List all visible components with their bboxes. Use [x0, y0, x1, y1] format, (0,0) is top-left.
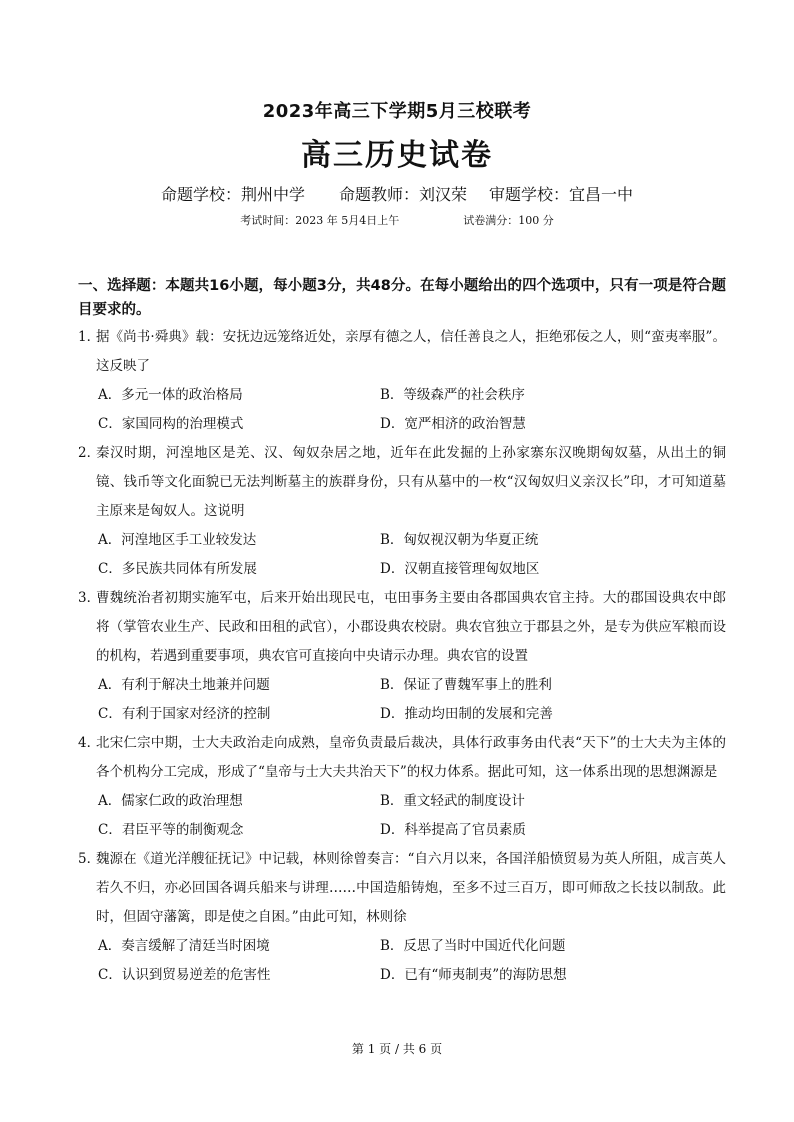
option-text: 儒家仁政的政治理想	[121, 793, 243, 809]
option-list	[78, 787, 726, 845]
question-text: 魏源在《道光洋艘征抚记》中记载，林则徐曾奏言：“自六月以来，各国洋船愤贸易为英人所阻，成言英人若久不归，亦必回国各调兵船来与讲理……中国造船铸炮，至多不过三百万，即可师敌之长技以制敌。此时，但固守藩篱，即是使之自困。”由此可知，林则徐	[96, 851, 726, 925]
exam-header	[0, 98, 794, 230]
option-letter: B．	[380, 793, 404, 809]
question-stem	[78, 323, 726, 381]
option-b	[380, 787, 660, 816]
option-letter: A．	[98, 793, 122, 809]
exam-content	[78, 274, 726, 990]
authors-line	[0, 182, 794, 208]
question-text: 北宋仁宗中期，士大夫政治走向成熟，皇帝负责最后裁决，具体行政事务由代表“天下”的士大夫为主体的各个机构分工完成，形成了“皇帝与士大夫共治天下”的权力体系。据此可知，这一体系出现的思想渊源是	[96, 735, 726, 780]
option-text: 等级森严的社会秩序	[403, 387, 525, 403]
question-number: 5．	[78, 851, 101, 867]
option-letter: D．	[380, 416, 405, 432]
option-text: 家国同构的治理模式	[121, 416, 244, 432]
school-label: 命题学校：	[160, 185, 241, 204]
option-b	[380, 932, 660, 961]
option-d	[380, 700, 660, 729]
option-text: 科举提高了官员素质	[404, 822, 526, 838]
question-1	[78, 323, 726, 439]
question-stem	[78, 845, 726, 932]
teacher-label: 命题教师：	[338, 185, 419, 204]
option-letter: B．	[380, 938, 404, 954]
option-letter: C．	[98, 706, 122, 722]
question-2	[78, 439, 726, 584]
option-c	[98, 555, 380, 584]
option-text: 汉朝直接管理匈奴地区	[404, 561, 540, 577]
option-list	[78, 671, 726, 729]
question-4	[78, 729, 726, 845]
option-letter: B．	[380, 677, 404, 693]
reviewer-label: 审题学校：	[489, 185, 570, 204]
option-letter: C．	[98, 822, 122, 838]
option-c	[98, 410, 380, 439]
option-letter: A．	[98, 677, 122, 693]
option-a	[98, 526, 380, 555]
question-stem	[78, 439, 726, 526]
option-text: 河湟地区手工业较发达	[121, 532, 257, 548]
question-stem	[78, 584, 726, 671]
option-text: 匈奴视汉朝为华夏正统	[403, 532, 539, 548]
reviewer-name: 宜昌一中	[569, 185, 634, 204]
question-5	[78, 845, 726, 990]
question-number: 1．	[78, 329, 101, 345]
question-list	[78, 323, 726, 990]
option-text: 奏言缓解了清廷当时困境	[121, 938, 270, 954]
option-text: 多民族共同体有所发展	[121, 561, 257, 577]
question-number: 4．	[78, 735, 101, 751]
option-list	[78, 526, 726, 584]
option-letter: A．	[98, 387, 122, 403]
question-number: 2．	[78, 445, 101, 461]
option-text: 多元一体的政治格局	[121, 387, 243, 403]
option-a	[98, 671, 380, 700]
option-a	[98, 381, 380, 410]
option-letter: D．	[380, 822, 405, 838]
option-letter: C．	[98, 416, 122, 432]
option-text: 有利于解决土地兼并问题	[121, 677, 270, 693]
option-letter: C．	[98, 561, 122, 577]
option-d	[380, 555, 660, 584]
option-text: 认识到贸易逆差的危害性	[121, 967, 271, 983]
option-letter: A．	[98, 532, 122, 548]
page-indicator: 第 1 页 / 共 6 页	[351, 1042, 443, 1056]
option-b	[380, 671, 660, 700]
option-text: 已有“师夷制夷”的海防思想	[404, 967, 567, 983]
section-heading: 一、选择题：本题共16小题，每小题3分，共48分。在每小题给出的四个选项中，只有一项是符合题目要求的。	[78, 278, 726, 318]
exam-meta	[0, 212, 794, 230]
option-letter: D．	[380, 967, 405, 983]
option-d	[380, 816, 660, 845]
option-b	[380, 381, 660, 410]
question-stem	[78, 729, 726, 787]
paper-title: 高三历史试卷	[301, 138, 493, 173]
question-text: 据《尚书·舜典》载：安抚边远笼络近处，亲厚有德之人，信任善良之人，拒绝邪佞之人，则“蛮夷率服”。这反映了	[96, 329, 726, 374]
option-text: 君臣平等的制衡观念	[121, 822, 244, 838]
school-name: 荆州中学	[240, 185, 305, 204]
question-text: 秦汉时期，河湟地区是羌、汉、匈奴杂居之地，近年在此发掘的上孙家寨东汉晚期匈奴墓，从出土的铜镜、钱币等文化面貌已无法判断墓主的族群身份，只有从墓中的一枚“汉匈奴归义亲汉长”印，才可知道墓主原来是匈奴人。这说明	[96, 445, 726, 519]
option-d	[380, 410, 660, 439]
option-text: 重文轻武的制度设计	[403, 793, 525, 809]
exam-time: 考试时间：2023 年 5月4日上午	[240, 214, 400, 227]
option-letter: B．	[380, 387, 404, 403]
teacher-name: 刘汉荣	[419, 185, 468, 204]
option-c	[98, 816, 380, 845]
option-letter: A．	[98, 938, 122, 954]
option-text: 反思了当时中国近代化问题	[403, 938, 566, 954]
option-list	[78, 381, 726, 439]
option-list	[78, 932, 726, 990]
option-a	[98, 932, 380, 961]
question-text: 曹魏统治者初期实施军屯，后来开始出现民屯，屯田事务主要由各郡国典农官主持。大的郡国设典农中郎将（掌管农业生产、民政和田租的武官），小郡设典农校尉。典农官独立于郡县之外，是专为供应军粮而设的机构，若遇到重要事项，典农官可直接向中央请示办理。典农官的设置	[96, 590, 726, 664]
option-c	[98, 700, 380, 729]
option-a	[98, 787, 380, 816]
option-letter: D．	[380, 561, 405, 577]
exam-score: 试卷满分：100 分	[463, 214, 554, 227]
option-letter: B．	[380, 532, 404, 548]
option-letter: C．	[98, 967, 122, 983]
exam-name: 2023年高三下学期5月三校联考	[262, 101, 532, 122]
option-d	[380, 961, 660, 990]
option-text: 推动均田制的发展和完善	[404, 706, 553, 722]
question-3	[78, 584, 726, 729]
option-text: 有利于国家对经济的控制	[121, 706, 271, 722]
option-c	[98, 961, 380, 990]
option-b	[380, 526, 660, 555]
option-text: 保证了曹魏军事上的胜利	[403, 677, 552, 693]
option-letter: D．	[380, 706, 405, 722]
question-number: 3．	[78, 590, 101, 606]
option-text: 宽严相济的政治智慧	[404, 416, 526, 432]
